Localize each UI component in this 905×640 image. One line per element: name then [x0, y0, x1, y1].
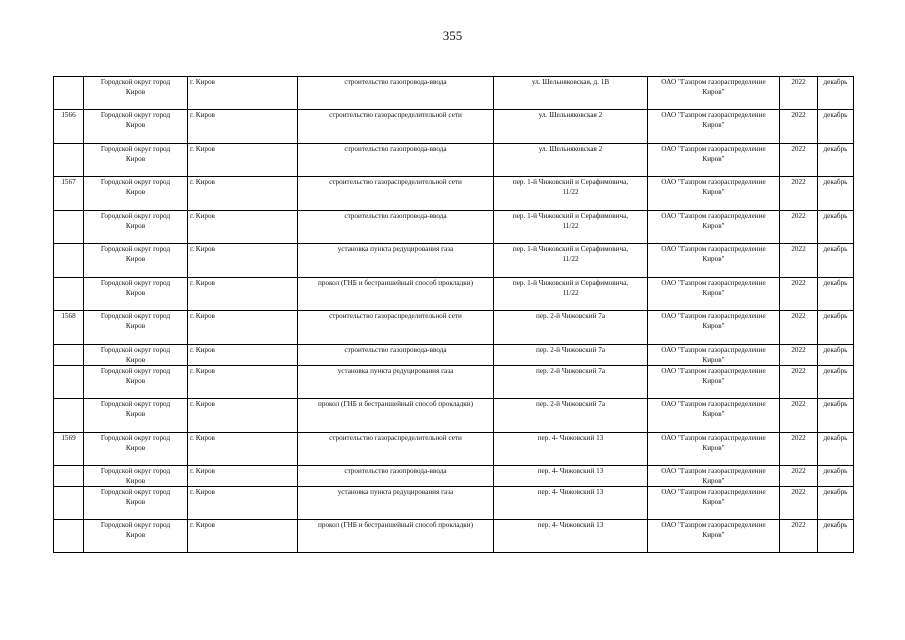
year-cell — [780, 345, 818, 366]
city-cell-text: г. Киров — [190, 488, 215, 496]
municipality-cell — [84, 366, 188, 399]
month-cell-text: декабрь — [823, 467, 848, 475]
address-cell — [494, 77, 648, 110]
city-cell — [188, 144, 298, 177]
organization-cell-text: Киров" — [702, 444, 725, 452]
municipality-cell-text: Городской округ город — [100, 521, 171, 529]
month-cell-text: декабрь — [823, 111, 848, 119]
municipality-cell-text: Киров — [125, 155, 146, 163]
organization-cell-text: ОАО "Газпром газораспределение — [661, 346, 766, 354]
gas-works-table — [53, 76, 854, 553]
work-type-cell-text: прокол (ГНБ и бестраншейный способ прокладки) — [318, 279, 473, 287]
address-cell — [494, 366, 648, 399]
municipality-cell — [84, 487, 188, 520]
organization-cell-text: ОАО "Газпром газораспределение — [661, 279, 766, 287]
municipality-cell-text: Киров — [125, 222, 146, 230]
address-cell — [494, 110, 648, 144]
municipality-cell-text: Киров — [125, 498, 146, 506]
month-cell-text: декабрь — [823, 434, 848, 442]
row-number-cell-text: 1566 — [61, 111, 76, 119]
work-type-cell-text: строительство газораспределительной сети — [329, 178, 462, 186]
municipality-cell-text: Киров — [125, 410, 146, 418]
table-row — [54, 466, 854, 487]
organization-cell-text: Киров" — [702, 498, 725, 506]
table-row — [54, 211, 854, 244]
organization-cell-text: Киров" — [702, 477, 725, 485]
city-cell — [188, 466, 298, 487]
organization-cell-text: ОАО "Газпром газораспределение — [661, 78, 766, 86]
organization-cell — [648, 77, 780, 110]
year-cell — [780, 433, 818, 466]
address-cell-text: 11/22 — [562, 289, 579, 297]
table-row — [54, 311, 854, 345]
municipality-cell-text: Киров — [125, 377, 146, 385]
municipality-cell-text: Киров — [125, 477, 146, 485]
work-type-cell-text: установка пункта редуцирования газа — [337, 245, 454, 253]
work-type-cell — [298, 244, 494, 278]
organization-cell-text: Киров" — [702, 289, 725, 297]
month-cell — [818, 311, 854, 345]
month-cell-text: декабрь — [823, 312, 848, 320]
address-cell — [494, 345, 648, 366]
city-cell-text: г. Киров — [190, 245, 215, 253]
row-number-cell — [54, 278, 84, 311]
address-cell — [494, 399, 648, 433]
municipality-cell — [84, 433, 188, 466]
municipality-cell-text: Городской округ город — [100, 434, 171, 442]
municipality-cell — [84, 211, 188, 244]
month-cell — [818, 144, 854, 177]
address-cell-text: пер. 2-й Чижовский 7а — [535, 400, 606, 408]
organization-cell — [648, 211, 780, 244]
month-cell — [818, 466, 854, 487]
table-row — [54, 399, 854, 433]
municipality-cell-text: Городской округ город — [100, 145, 171, 153]
organization-cell — [648, 466, 780, 487]
month-cell — [818, 366, 854, 399]
municipality-cell-text: Городской округ город — [100, 212, 171, 220]
month-cell — [818, 177, 854, 211]
address-cell — [494, 433, 648, 466]
address-cell — [494, 211, 648, 244]
city-cell — [188, 311, 298, 345]
city-cell-text: г. Киров — [190, 212, 215, 220]
city-cell — [188, 520, 298, 553]
municipality-cell-text: Городской округ город — [100, 467, 171, 475]
address-cell — [494, 244, 648, 278]
city-cell-text: г. Киров — [190, 178, 215, 186]
municipality-cell-text: Городской округ город — [100, 111, 171, 119]
organization-cell-text: ОАО "Газпром газораспределение — [661, 312, 766, 320]
year-cell-text: 2022 — [791, 78, 806, 86]
city-cell-text: г. Киров — [190, 400, 215, 408]
address-cell-text: пер. 1-й Чижовский и Серафимовича, — [512, 178, 629, 186]
city-cell-text: г. Киров — [190, 312, 215, 320]
year-cell-text: 2022 — [791, 521, 806, 529]
organization-cell-text: ОАО "Газпром газораспределение — [661, 434, 766, 442]
organization-cell-text: ОАО "Газпром газораспределение — [661, 488, 766, 496]
work-type-cell — [298, 487, 494, 520]
municipality-cell — [84, 110, 188, 144]
address-cell-text: 11/22 — [562, 188, 579, 196]
row-number-cell — [54, 177, 84, 211]
organization-cell-text: Киров" — [702, 155, 725, 163]
organization-cell-text: ОАО "Газпром газораспределение — [661, 145, 766, 153]
year-cell-text: 2022 — [791, 111, 806, 119]
year-cell-text: 2022 — [791, 488, 806, 496]
organization-cell-text: ОАО "Газпром газораспределение — [661, 212, 766, 220]
month-cell — [818, 433, 854, 466]
city-cell-text: г. Киров — [190, 78, 215, 86]
work-type-cell — [298, 77, 494, 110]
work-type-cell-text: строительство газопровода-ввода — [344, 467, 447, 475]
organization-cell — [648, 399, 780, 433]
address-cell — [494, 487, 648, 520]
year-cell — [780, 311, 818, 345]
year-cell-text: 2022 — [791, 212, 806, 220]
month-cell — [818, 77, 854, 110]
organization-cell — [648, 345, 780, 366]
city-cell-text: г. Киров — [190, 434, 215, 442]
municipality-cell — [84, 144, 188, 177]
row-number-cell — [54, 520, 84, 553]
municipality-cell-text: Городской округ город — [100, 367, 171, 375]
month-cell-text: декабрь — [823, 212, 848, 220]
work-type-cell-text: прокол (ГНБ и бестраншейный способ прокладки) — [318, 400, 473, 408]
organization-cell-text: Киров" — [702, 222, 725, 230]
municipality-cell-text: Городской округ город — [100, 245, 171, 253]
year-cell-text: 2022 — [791, 245, 806, 253]
table-row — [54, 177, 854, 211]
year-cell — [780, 110, 818, 144]
year-cell-text: 2022 — [791, 312, 806, 320]
city-cell — [188, 110, 298, 144]
month-cell-text: декабрь — [823, 346, 848, 354]
year-cell-text: 2022 — [791, 400, 806, 408]
work-type-cell-text: строительство газопровода-ввода — [344, 346, 447, 354]
year-cell — [780, 366, 818, 399]
month-cell-text: декабрь — [823, 178, 848, 186]
row-number-cell — [54, 366, 84, 399]
city-cell — [188, 487, 298, 520]
work-type-cell-text: прокол (ГНБ и бестраншейный способ прокладки) — [318, 521, 473, 529]
work-type-cell — [298, 433, 494, 466]
month-cell — [818, 278, 854, 311]
month-cell — [818, 244, 854, 278]
year-cell — [780, 466, 818, 487]
address-cell-text: 11/22 — [562, 222, 579, 230]
organization-cell — [648, 487, 780, 520]
organization-cell-text: ОАО "Газпром газораспределение — [661, 111, 766, 119]
row-number-cell — [54, 77, 84, 110]
month-cell — [818, 487, 854, 520]
work-type-cell — [298, 345, 494, 366]
address-cell-text: пер. 4- Чижовский 13 — [537, 488, 604, 496]
municipality-cell-text: Киров — [125, 88, 146, 96]
organization-cell-text: ОАО "Газпром газораспределение — [661, 245, 766, 253]
work-type-cell-text: строительство газопровода-ввода — [344, 78, 447, 86]
organization-cell-text: Киров" — [702, 88, 725, 96]
municipality-cell-text: Киров — [125, 322, 146, 330]
address-cell-text: пер. 2-й Чижовский 7а — [535, 346, 606, 354]
work-type-cell — [298, 399, 494, 433]
address-cell — [494, 177, 648, 211]
work-type-cell — [298, 466, 494, 487]
table-row — [54, 487, 854, 520]
month-cell-text: декабрь — [823, 78, 848, 86]
year-cell-text: 2022 — [791, 279, 806, 287]
work-type-cell-text: строительство газораспределительной сети — [329, 312, 462, 320]
municipality-cell-text: Городской округ город — [100, 488, 171, 496]
table-row — [54, 144, 854, 177]
table-row — [54, 433, 854, 466]
organization-cell-text: ОАО "Газпром газораспределение — [661, 521, 766, 529]
year-cell-text: 2022 — [791, 178, 806, 186]
table-row — [54, 77, 854, 110]
row-number-cell-text: 1568 — [61, 312, 76, 320]
work-type-cell — [298, 144, 494, 177]
organization-cell — [648, 110, 780, 144]
address-cell-text: 11/22 — [562, 255, 579, 263]
row-number-cell-text: 1569 — [61, 434, 76, 442]
municipality-cell — [84, 77, 188, 110]
organization-cell — [648, 520, 780, 553]
row-number-cell — [54, 244, 84, 278]
month-cell-text: декабрь — [823, 521, 848, 529]
address-cell-text: пер. 2-й Чижовский 7а — [535, 367, 606, 375]
city-cell — [188, 345, 298, 366]
municipality-cell-text: Городской округ город — [100, 312, 171, 320]
organization-cell-text: ОАО "Газпром газораспределение — [661, 367, 766, 375]
work-type-cell — [298, 366, 494, 399]
table-row — [54, 520, 854, 553]
municipality-cell-text: Киров — [125, 289, 146, 297]
city-cell — [188, 366, 298, 399]
organization-cell-text: ОАО "Газпром газораспределение — [661, 400, 766, 408]
month-cell — [818, 211, 854, 244]
organization-cell — [648, 433, 780, 466]
city-cell-text: г. Киров — [190, 145, 215, 153]
table-row — [54, 366, 854, 399]
work-type-cell-text: строительство газопровода-ввода — [344, 145, 447, 153]
address-cell — [494, 278, 648, 311]
table-row — [54, 244, 854, 278]
municipality-cell-text: Киров — [125, 255, 146, 263]
row-number-cell — [54, 487, 84, 520]
municipality-cell — [84, 311, 188, 345]
address-cell-text: ул. Шельняковская 2 — [538, 111, 603, 119]
city-cell-text: г. Киров — [190, 521, 215, 529]
municipality-cell-text: Киров — [125, 188, 146, 196]
year-cell — [780, 77, 818, 110]
row-number-cell — [54, 466, 84, 487]
municipality-cell-text: Киров — [125, 444, 146, 452]
address-cell-text: пер. 1-й Чижовский и Серафимовича, — [512, 245, 629, 253]
row-number-cell — [54, 311, 84, 345]
row-number-cell — [54, 110, 84, 144]
organization-cell-text: Киров" — [702, 255, 725, 263]
address-cell — [494, 311, 648, 345]
row-number-cell — [54, 345, 84, 366]
city-cell-text: г. Киров — [190, 279, 215, 287]
city-cell — [188, 244, 298, 278]
address-cell-text: пер. 4- Чижовский 13 — [537, 521, 604, 529]
address-cell-text: пер. 4- Чижовский 13 — [537, 467, 604, 475]
organization-cell-text: ОАО "Газпром газораспределение — [661, 178, 766, 186]
work-type-cell — [298, 278, 494, 311]
municipality-cell-text: Городской округ город — [100, 279, 171, 287]
address-cell-text: пер. 2-й Чижовский 7а — [535, 312, 606, 320]
month-cell — [818, 399, 854, 433]
address-cell — [494, 466, 648, 487]
year-cell-text: 2022 — [791, 346, 806, 354]
work-type-cell — [298, 110, 494, 144]
municipality-cell-text: Городской округ город — [100, 346, 171, 354]
organization-cell-text: Киров" — [702, 188, 725, 196]
work-type-cell — [298, 520, 494, 553]
address-cell-text: ул. Шельняковская, д. 1В — [531, 78, 610, 86]
work-type-cell-text: строительство газораспределительной сети — [329, 111, 462, 119]
organization-cell — [648, 311, 780, 345]
municipality-cell — [84, 345, 188, 366]
year-cell — [780, 278, 818, 311]
organization-cell — [648, 177, 780, 211]
city-cell — [188, 77, 298, 110]
year-cell-text: 2022 — [791, 434, 806, 442]
month-cell — [818, 110, 854, 144]
city-cell-text: г. Киров — [190, 346, 215, 354]
organization-cell-text: ОАО "Газпром газораспределение — [661, 467, 766, 475]
city-cell — [188, 278, 298, 311]
address-cell-text: пер. 1-й Чижовский и Серафимовича, — [512, 279, 629, 287]
row-number-cell — [54, 144, 84, 177]
work-type-cell-text: строительство газораспределительной сети — [329, 434, 462, 442]
year-cell-text: 2022 — [791, 145, 806, 153]
organization-cell-text: Киров" — [702, 356, 725, 364]
month-cell-text: декабрь — [823, 145, 848, 153]
month-cell-text: декабрь — [823, 279, 848, 287]
city-cell-text: г. Киров — [190, 367, 215, 375]
address-cell — [494, 144, 648, 177]
municipality-cell-text: Городской округ город — [100, 400, 171, 408]
year-cell — [780, 211, 818, 244]
city-cell — [188, 177, 298, 211]
year-cell — [780, 487, 818, 520]
municipality-cell-text: Киров — [125, 531, 146, 539]
municipality-cell — [84, 399, 188, 433]
municipality-cell — [84, 244, 188, 278]
year-cell-text: 2022 — [791, 467, 806, 475]
organization-cell — [648, 244, 780, 278]
address-cell-text: пер. 1-й Чижовский и Серафимовича, — [512, 212, 629, 220]
year-cell — [780, 244, 818, 278]
row-number-cell-text: 1567 — [61, 178, 76, 186]
address-cell-text: ул. Шельняковская 2 — [538, 145, 603, 153]
municipality-cell-text: Киров — [125, 121, 146, 129]
city-cell — [188, 399, 298, 433]
month-cell-text: декабрь — [823, 245, 848, 253]
year-cell — [780, 399, 818, 433]
work-type-cell-text: установка пункта редуцирования газа — [337, 488, 454, 496]
month-cell — [818, 520, 854, 553]
month-cell-text: декабрь — [823, 367, 848, 375]
organization-cell-text: Киров" — [702, 322, 725, 330]
month-cell — [818, 345, 854, 366]
work-type-cell — [298, 177, 494, 211]
work-type-cell-text: установка пункта редуцирования газа — [337, 367, 454, 375]
year-cell-text: 2022 — [791, 367, 806, 375]
work-type-cell — [298, 211, 494, 244]
organization-cell — [648, 278, 780, 311]
organization-cell-text: Киров" — [702, 121, 725, 129]
table-row — [54, 345, 854, 366]
organization-cell — [648, 366, 780, 399]
city-cell-text: г. Киров — [190, 467, 215, 475]
municipality-cell — [84, 278, 188, 311]
address-cell-text: пер. 4- Чижовский 13 — [537, 434, 604, 442]
organization-cell-text: Киров" — [702, 377, 725, 385]
table-body — [54, 77, 854, 553]
organization-cell-text: Киров" — [702, 410, 725, 418]
municipality-cell-text: Киров — [125, 356, 146, 364]
month-cell-text: декабрь — [823, 488, 848, 496]
municipality-cell — [84, 466, 188, 487]
year-cell — [780, 144, 818, 177]
table-row — [54, 278, 854, 311]
municipality-cell — [84, 520, 188, 553]
municipality-cell-text: Городской округ город — [100, 178, 171, 186]
work-type-cell-text: строительство газопровода-ввода — [344, 212, 447, 220]
organization-cell-text: Киров" — [702, 531, 725, 539]
page-number: 355 — [442, 28, 463, 43]
city-cell-text: г. Киров — [190, 111, 215, 119]
address-cell — [494, 520, 648, 553]
year-cell — [780, 520, 818, 553]
year-cell — [780, 177, 818, 211]
row-number-cell — [54, 433, 84, 466]
month-cell-text: декабрь — [823, 400, 848, 408]
municipality-cell — [84, 177, 188, 211]
row-number-cell — [54, 211, 84, 244]
row-number-cell — [54, 399, 84, 433]
organization-cell — [648, 144, 780, 177]
work-type-cell — [298, 311, 494, 345]
city-cell — [188, 433, 298, 466]
table-row — [54, 110, 854, 144]
city-cell — [188, 211, 298, 244]
municipality-cell-text: Городской округ город — [100, 78, 171, 86]
